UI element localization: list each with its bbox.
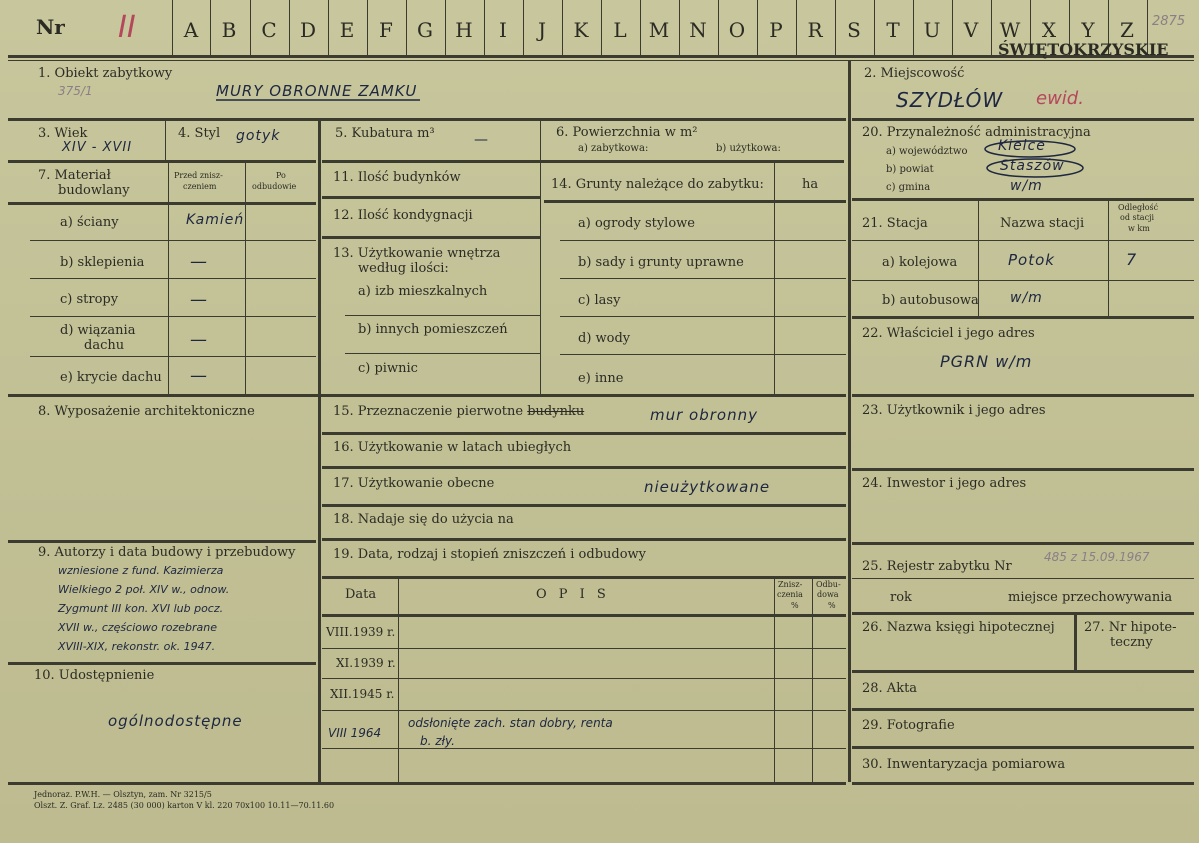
footer-line-2: Olszt. Z. Graf. Lz. 2485 (30 000) karton V kl. 220 70x100 10.11—70.11.60	[34, 801, 335, 810]
f13-b: b) innych pomieszczeń	[358, 322, 508, 337]
letter-u: U	[923, 18, 941, 42]
pencil-number: 2875	[1152, 14, 1186, 29]
f7-col1-b: czeniem	[183, 182, 217, 191]
f14-d: d) wody	[578, 331, 631, 346]
f19-col-od-3: %	[828, 601, 836, 610]
letter-z: Z	[1120, 18, 1134, 42]
f7-label-1: 7. Materiał	[38, 168, 111, 183]
f19-col-zn-3: %	[791, 601, 799, 610]
f19-label: 19. Data, rodzaj i stopień zniszczeń i odbudowy	[333, 547, 647, 562]
f8-label: 8. Wyposażenie architektoniczne	[38, 404, 255, 419]
f6-a: a) zabytkowa:	[578, 143, 649, 154]
f7-row-a: a) ściany	[60, 215, 119, 230]
f20-c: c) gmina	[886, 182, 931, 193]
f13-label-1: 13. Użytkowanie wnętrza	[333, 246, 501, 261]
f19-date-1: VIII.1939 r.	[326, 625, 396, 639]
f6-label: 6. Powierzchnia w m²	[556, 125, 698, 140]
letter-j: J	[537, 18, 547, 42]
f1-pencil: 375/1	[58, 84, 93, 98]
f9-line-1: wzniesione z fund. Kazimierza	[58, 564, 224, 577]
f14-e: e) inne	[578, 371, 624, 386]
f7-col1-a: Przed znisz-	[174, 171, 223, 180]
f19-hw-date: VIII 1964	[328, 726, 382, 740]
f4-value: gotyk	[236, 128, 281, 144]
f25-label: 25. Rejestr zabytku Nr	[862, 559, 1012, 574]
staszow-oval-mark	[987, 159, 1083, 177]
f20-label: 20. Przynależność administracyjna	[862, 125, 1091, 140]
f20-a-value: Kielce	[998, 138, 1046, 154]
f14-label: 14. Grunty należące do zabytku:	[551, 177, 764, 192]
f20-a: a) województwo	[886, 146, 968, 157]
f21-col3-a: Odległość	[1118, 203, 1159, 212]
f23-label: 23. Użytkownik i jego adres	[862, 403, 1046, 418]
nr-value: II	[118, 10, 136, 45]
f21-a: a) kolejowa	[882, 255, 958, 270]
f19-col-od-2: dowa	[817, 590, 839, 599]
f20-b-value: Staszów	[1000, 158, 1065, 174]
f25-rok: rok	[890, 590, 912, 605]
f2-label: 2. Miejscowość	[864, 66, 965, 81]
letter-x: X	[1041, 18, 1057, 42]
f15-value: mur obronny	[650, 406, 758, 424]
region-stamp: ŚWIĘTOKRZYSKIE	[998, 40, 1169, 59]
letter-n: N	[689, 18, 707, 42]
f27-label-1: 27. Nr hipote-	[1084, 620, 1177, 635]
f10-label: 10. Udostępnienie	[34, 668, 155, 683]
f13-c: c) piwnic	[358, 361, 418, 376]
f7-row-c: c) stropy	[60, 292, 119, 307]
f9-line-5: XVIII-XIX, rekonstr. ok. 1947.	[58, 640, 216, 653]
f21-a-name: Potok	[1008, 251, 1055, 269]
letter-p: P	[769, 18, 783, 42]
f20-b: b) powiat	[886, 164, 934, 175]
f7-row-e-value: —	[190, 366, 208, 386]
f7-row-c-value: —	[190, 290, 208, 310]
f11-label: 11. Ilość budynków	[333, 170, 461, 185]
f21-col2: Nazwa stacji	[1000, 216, 1085, 231]
f5-label: 5. Kubatura m³	[335, 126, 435, 141]
letter-w: W	[999, 18, 1021, 42]
f21-col3-c: w km	[1128, 224, 1150, 233]
f19-col-zn-2: czenia	[777, 590, 803, 599]
f19-col-opis: O P I S	[536, 587, 610, 602]
letter-a: A	[183, 18, 199, 42]
letter-g: G	[417, 18, 433, 42]
letter-f: F	[379, 18, 393, 42]
f21-b: b) autobusowa	[882, 293, 979, 308]
f9-line-2: Wielkiego 2 poł. XIV w., odnow.	[58, 583, 230, 596]
f7-row-e: e) krycie dachu	[60, 370, 162, 385]
f19-col-od-1: Odbu-	[816, 580, 841, 589]
f19-hw-opis-1: odsłonięte zach. stan dobry, renta	[408, 716, 613, 730]
f9-line-4: XVII w., częściowo rozebrane	[58, 621, 217, 634]
f13-label-2: według ilości:	[358, 261, 449, 276]
f2-red-value: ewid.	[1036, 88, 1084, 109]
f19-col-date: Data	[345, 587, 377, 602]
f25-miejsce: miejsce przechowywania	[1008, 590, 1173, 605]
footer-line-1: Jednoraz. P.W.H. — Olsztyn, zam. Nr 3215/5	[34, 790, 212, 799]
f16-label: 16. Użytkowanie w latach ubiegłych	[333, 440, 572, 455]
f3-value: XIV - XVII	[62, 140, 133, 155]
f22-label: 22. Właściciel i jego adres	[862, 326, 1035, 341]
f17-value: nieużytkowane	[644, 478, 771, 496]
f19-date-2: XI.1939 r.	[336, 656, 396, 670]
f12-label: 12. Ilość kondygnacji	[333, 208, 473, 223]
f20-c-value: w/m	[1010, 178, 1043, 194]
nr-label: Nr	[36, 15, 65, 39]
f13-a: a) izb mieszkalnych	[358, 284, 488, 299]
f14-a: a) ogrody stylowe	[578, 216, 695, 231]
f7-row-d-1: d) wiązania	[60, 323, 136, 338]
letter-s: S	[847, 18, 861, 42]
f21-label: 21. Stacja	[862, 216, 928, 231]
letter-b: B	[221, 18, 237, 42]
f7-col2-b: odbudowie	[252, 182, 297, 191]
f7-row-d-2: dachu	[84, 338, 125, 353]
f9-label: 9. Autorzy i data budowy i przebudowy	[38, 545, 296, 560]
letter-y: Y	[1081, 18, 1095, 42]
letter-t: T	[886, 18, 900, 42]
letter-r: R	[807, 18, 823, 42]
f19-col-zn-1: Znisz-	[778, 580, 803, 589]
f14-c: c) lasy	[578, 293, 621, 308]
f10-value: ogólnodostępne	[108, 712, 243, 730]
f15-label-strike: budynku	[527, 404, 585, 419]
f28-label: 28. Akta	[862, 681, 918, 696]
f7-row-b: b) sklepienia	[60, 255, 145, 270]
letter-l: L	[613, 18, 627, 42]
letter-d: D	[299, 18, 317, 42]
f14-unit: ha	[802, 177, 819, 192]
f19-hw-opis-2: b. zły.	[420, 734, 455, 748]
letter-v: V	[963, 18, 979, 42]
f26-label: 26. Nazwa księgi hipotecznej	[862, 620, 1055, 635]
f27-label-2: teczny	[1110, 635, 1153, 650]
f7-label-2: budowlany	[58, 183, 130, 198]
f4-label: 4. Styl	[178, 126, 221, 141]
f6-b: b) użytkowa:	[716, 143, 781, 154]
kielce-oval-mark	[985, 141, 1075, 157]
f18-label: 18. Nadaje się do użycia na	[333, 512, 514, 527]
f29-label: 29. Fotografie	[862, 718, 955, 733]
f15-label-text: 15. Przeznaczenie pierwotne	[333, 404, 528, 419]
f21-a-km: 7	[1126, 250, 1138, 269]
f7-col2-a: Po	[276, 171, 286, 180]
f21-b-name: w/m	[1010, 290, 1043, 306]
letter-e: E	[339, 18, 355, 42]
letter-m: M	[648, 18, 670, 42]
letter-c: C	[261, 18, 277, 42]
f7-row-d-value: —	[190, 330, 208, 350]
letter-o: O	[728, 18, 746, 42]
f7-row-b-value: —	[190, 252, 208, 272]
f1-label: 1. Obiekt zabytkowy	[38, 66, 173, 81]
f5-value: —	[474, 132, 489, 148]
letter-k: K	[573, 18, 589, 42]
f25-pencil: 485 z 15.09.1967	[1044, 550, 1150, 564]
f2-value: SZYDŁÓW	[896, 88, 1004, 112]
f17-label: 17. Użytkowanie obecne	[333, 476, 495, 491]
letter-h: H	[455, 18, 473, 42]
f14-b: b) sady i grunty uprawne	[578, 255, 744, 270]
f19-date-3: XII.1945 r.	[330, 687, 395, 701]
f21-col3-b: od stacji	[1120, 213, 1155, 222]
f9-line-3: Zygmunt III kon. XVI lub pocz.	[58, 602, 224, 615]
f7-row-a-value: Kamień	[186, 212, 245, 228]
f3-label: 3. Wiek	[38, 126, 88, 141]
f30-label: 30. Inwentaryzacja pomiarowa	[862, 757, 1066, 772]
f22-value: PGRN w/m	[940, 352, 1033, 371]
f24-label: 24. Inwestor i jego adres	[862, 476, 1027, 491]
letter-i: I	[499, 18, 507, 42]
f1-value: MURY OBRONNE ZAMKU	[216, 82, 418, 100]
